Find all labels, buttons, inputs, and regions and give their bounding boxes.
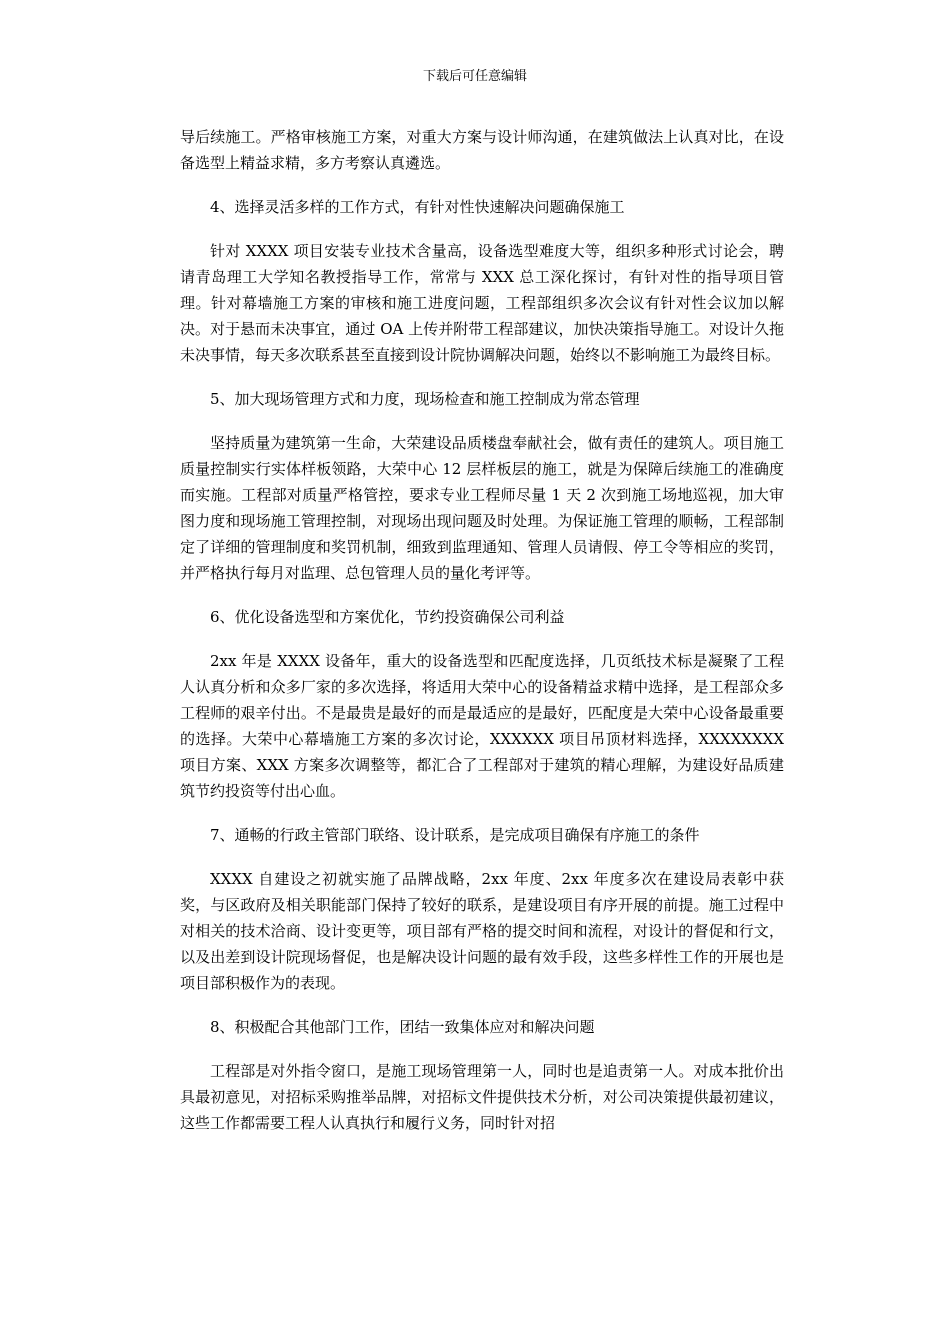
spacer [180,586,784,604]
section-heading-5: 5、加大现场管理方式和力度，现场检查和施工控制成为常态管理 [210,390,640,408]
paragraph-continued: 导后续施工。严格审核施工方案，对重大方案与设计师沟通，在建筑做法上认真对比，在设备选型上精益求精，多方考察认真遴选。 [180,128,784,172]
page-header: 下载后可任意编辑 [422,69,527,84]
spacer [180,412,784,430]
paragraph-8: 工程部是对外指令窗口，是施工现场管理第一人，同时也是追责第一人。对成本批价出具最初意见，对招标采购推举品牌，对招标文件提供技术分析，对公司决策提供最初建议，这些工作都需要工程人认真执行和履行义务，同时针对招 [180,1062,784,1132]
section-heading-4: 4、选择灵活多样的工作方式，有针对性快速解决问题确保施工 [210,198,625,216]
spacer [180,996,784,1014]
spacer [180,176,784,194]
document-body [180,124,784,1136]
spacer [180,630,784,648]
section-heading-7: 7、通畅的行政主管部门联络、设计联系，是完成项目确保有序施工的条件 [210,826,700,844]
paragraph-4: 针对 XXXX 项目安装专业技术含量高，设备选型难度大等，组织多种形式讨论会，聘请青岛理工大学知名教授指导工作，常常与 XXX 总工深化探讨，有针对性的指导项目管理。针对幕墙施工方案的审核和施工进度问题，工程部组织多次会议有针对性会议加以解决。对于悬而未决事宜，通过 OA 上传并附带工程部建议，加快决策指导施工。对设计久拖未决事情，每天多次联系甚至直接到设计院协调解决问题，始终以不影响施工为最终目标。 [180,242,784,364]
paragraph-5: 坚持质量为建筑第一生命，大荣建设品质楼盘奉献社会，做有责任的建筑人。项目施工质量控制实行实体样板领路，大荣中心 12 层样板层的施工，就是为保障后续施工的准确度而实施。工程部对质量严格管控，要求专业工程师尽量 1 天 2 次到施工场地巡视，加大审图力度和现场施工管理控制，对现场出现问题及时处理。为保证施工管理的顺畅，工程部制定了详细的管理制度和奖罚机制，细致到监理通知、管理人员请假、停工令等相应的奖罚，并严格执行每月对监理、总包管理人员的量化考评等。 [180,434,784,582]
paragraph-7: XXXX 自建设之初就实施了品牌战略，2xx 年度、2xx 年度多次在建设局表彰中获奖，与区政府及相关职能部门保持了较好的联系，是建设项目有序开展的前提。施工过程中对相关的技术洽商、设计变更等，项目部有严格的提交时间和流程，对设计的督促和行文，以及出差到设计院现场督促，也是解决设计问题的最有效手段，这些多样性工作的开展也是项目部积极作为的表现。 [180,870,784,992]
spacer [180,848,784,866]
spacer [180,804,784,822]
spacer [180,368,784,386]
paragraph-6: 2xx 年是 XXXX 设备年，重大的设备选型和匹配度选择，几页纸技术标是凝聚了工程人认真分析和众多厂家的多次选择，将适用大荣中心的设备精益求精中选择，是工程部众多工程师的艰辛付出。不是最贵是最好的而是最适应的是最好，匹配度是大荣中心设备最重要的选择。大荣中心幕墙施工方案的多次讨论，XXXXXX 项目吊顶材料选择，XXXXXXXX 项目方案、XXX 方案多次调整等，都汇合了工程部对于建筑的精心理解，为建设好品质建筑节约投资等付出心血。 [180,652,784,800]
section-heading-6: 6、优化设备选型和方案优化，节约投资确保公司利益 [210,608,565,626]
spacer [180,1040,784,1058]
spacer [180,220,784,238]
section-heading-8: 8、积极配合其他部门工作，团结一致集体应对和解决问题 [210,1018,595,1036]
